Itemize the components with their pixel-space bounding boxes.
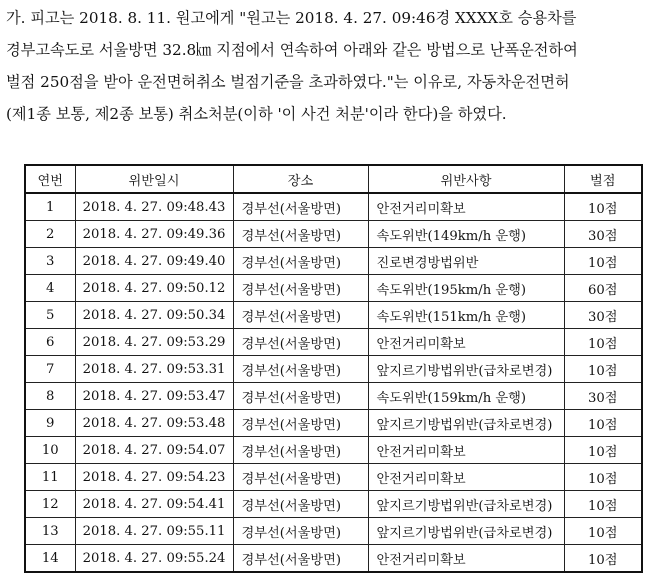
cell-penalty-points: 10점 — [564, 193, 642, 221]
cell-penalty-points: 10점 — [564, 545, 642, 573]
cell-violation-type: 안전거리미확보 — [368, 437, 564, 464]
cell-serial-no: 11 — [25, 464, 75, 491]
cell-serial-no: 6 — [25, 329, 75, 356]
table-body — [25, 193, 642, 572]
cell-violation-type: 속도위반(195km/h 운행) — [368, 275, 564, 302]
table-row — [25, 356, 642, 383]
cell-penalty-points: 10점 — [564, 464, 642, 491]
cell-violation-type: 속도위반(159km/h 운행) — [368, 383, 564, 410]
cell-penalty-points: 60점 — [564, 275, 642, 302]
cell-violation-datetime: 2018. 4. 27. 09:50.34 — [75, 302, 233, 329]
cell-violation-datetime: 2018. 4. 27. 09:50.12 — [75, 275, 233, 302]
cell-penalty-points: 10점 — [564, 518, 642, 545]
table-row — [25, 302, 642, 329]
cell-violation-datetime: 2018. 4. 27. 09:54.07 — [75, 437, 233, 464]
cell-serial-no: 5 — [25, 302, 75, 329]
cell-location: 경부선(서울방면) — [233, 410, 368, 437]
cell-location: 경부선(서울방면) — [233, 329, 368, 356]
cell-serial-no: 14 — [25, 545, 75, 573]
header-serial-no: 연번 — [25, 165, 75, 193]
cell-serial-no: 12 — [25, 491, 75, 518]
cell-location: 경부선(서울방면) — [233, 302, 368, 329]
cell-penalty-points: 10점 — [564, 410, 642, 437]
cell-penalty-points: 10점 — [564, 491, 642, 518]
cell-serial-no: 9 — [25, 410, 75, 437]
table-row — [25, 518, 642, 545]
cell-location: 경부선(서울방면) — [233, 221, 368, 248]
cell-violation-type: 앞지르기방법위반(급차로변경) — [368, 491, 564, 518]
violations-table — [24, 164, 643, 573]
cell-violation-type: 속도위반(151km/h 운행) — [368, 302, 564, 329]
table-row — [25, 464, 642, 491]
cell-serial-no: 2 — [25, 221, 75, 248]
cell-violation-datetime: 2018. 4. 27. 09:53.48 — [75, 410, 233, 437]
paragraph-line: 가. 피고는 2018. 8. 11. 원고에게 "원고는 2018. 4. 27. 09:46경 XXXX호 승용차를 — [6, 9, 577, 27]
cell-violation-datetime: 2018. 4. 27. 09:54.23 — [75, 464, 233, 491]
cell-violation-type: 안전거리미확보 — [368, 329, 564, 356]
cell-serial-no: 4 — [25, 275, 75, 302]
cell-serial-no: 7 — [25, 356, 75, 383]
table-row — [25, 410, 642, 437]
cell-location: 경부선(서울방면) — [233, 545, 368, 573]
table-row — [25, 545, 642, 573]
header-penalty-points: 벌점 — [564, 165, 642, 193]
cell-violation-datetime: 2018. 4. 27. 09:53.29 — [75, 329, 233, 356]
cell-violation-type: 진로변경방법위반 — [368, 248, 564, 275]
header-location: 장소 — [233, 165, 368, 193]
paragraph-line: 벌점 250점을 받아 운전면허취소 벌점기준을 초과하였다."는 이유로, 자동차운전면허 — [6, 73, 570, 91]
cell-location: 경부선(서울방면) — [233, 275, 368, 302]
table-row — [25, 193, 642, 221]
cell-violation-type: 안전거리미확보 — [368, 464, 564, 491]
header-violation-type: 위반사항 — [368, 165, 564, 193]
paragraph-line: 경부고속도로 서울방면 32.8㎞ 지점에서 연속하여 아래와 같은 방법으로 난폭운전하여 — [6, 41, 578, 59]
table-row — [25, 437, 642, 464]
cell-penalty-points: 10점 — [564, 329, 642, 356]
cell-violation-type: 앞지르기방법위반(급차로변경) — [368, 410, 564, 437]
cell-location: 경부선(서울방면) — [233, 248, 368, 275]
table-row — [25, 329, 642, 356]
cell-location: 경부선(서울방면) — [233, 437, 368, 464]
cell-penalty-points: 10점 — [564, 248, 642, 275]
cell-location: 경부선(서울방면) — [233, 518, 368, 545]
cell-penalty-points: 30점 — [564, 383, 642, 410]
header-violation-datetime: 위반일시 — [75, 165, 233, 193]
table-row — [25, 491, 642, 518]
cell-violation-type: 앞지르기방법위반(급차로변경) — [368, 518, 564, 545]
table-row — [25, 275, 642, 302]
cell-location: 경부선(서울방면) — [233, 464, 368, 491]
table-header-row — [25, 165, 642, 193]
table-row — [25, 248, 642, 275]
cell-violation-type: 안전거리미확보 — [368, 545, 564, 573]
cell-location: 경부선(서울방면) — [233, 491, 368, 518]
paragraph-line: (제1종 보통, 제2종 보통) 취소처분(이하 '이 사건 처분'이라 한다)을 하였다. — [6, 105, 507, 123]
cell-serial-no: 13 — [25, 518, 75, 545]
cell-location: 경부선(서울방면) — [233, 383, 368, 410]
cell-serial-no: 10 — [25, 437, 75, 464]
cell-violation-datetime: 2018. 4. 27. 09:53.47 — [75, 383, 233, 410]
cell-penalty-points: 30점 — [564, 221, 642, 248]
cell-violation-datetime: 2018. 4. 27. 09:55.24 — [75, 545, 233, 573]
body-paragraph — [6, 2, 651, 130]
cell-penalty-points: 10점 — [564, 356, 642, 383]
cell-violation-datetime: 2018. 4. 27. 09:49.40 — [75, 248, 233, 275]
cell-violation-type: 속도위반(149km/h 운행) — [368, 221, 564, 248]
cell-location: 경부선(서울방면) — [233, 193, 368, 221]
cell-serial-no: 8 — [25, 383, 75, 410]
table-row — [25, 383, 642, 410]
cell-violation-datetime: 2018. 4. 27. 09:54.41 — [75, 491, 233, 518]
cell-violation-type: 안전거리미확보 — [368, 193, 564, 221]
cell-violation-datetime: 2018. 4. 27. 09:53.31 — [75, 356, 233, 383]
cell-location: 경부선(서울방면) — [233, 356, 368, 383]
cell-violation-datetime: 2018. 4. 27. 09:55.11 — [75, 518, 233, 545]
table-row — [25, 221, 642, 248]
cell-violation-type: 앞지르기방법위반(급차로변경) — [368, 356, 564, 383]
cell-serial-no: 1 — [25, 193, 75, 221]
cell-penalty-points: 10점 — [564, 437, 642, 464]
cell-violation-datetime: 2018. 4. 27. 09:49.36 — [75, 221, 233, 248]
cell-serial-no: 3 — [25, 248, 75, 275]
cell-penalty-points: 30점 — [564, 302, 642, 329]
cell-violation-datetime: 2018. 4. 27. 09:48.43 — [75, 193, 233, 221]
